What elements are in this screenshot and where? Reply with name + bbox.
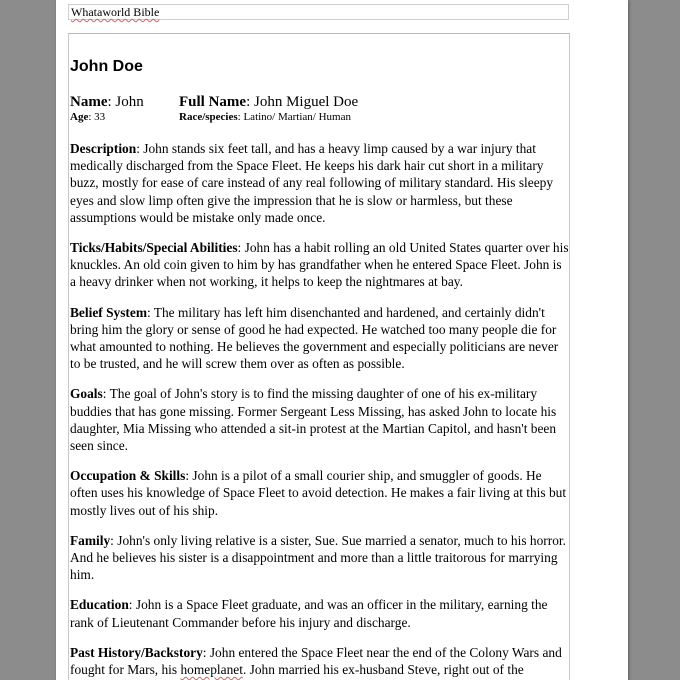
section-text: : The military has left him disenchanted and hardened, and certainly didn't bring him the glory or sense of good he had expected. He watched too many people die for what amounted to nothing. He believes the government and especially politicians are never to be trusted, and he will screw them over as often as possible. bbox=[70, 304, 559, 372]
vertical-scrollbar[interactable] bbox=[670, 0, 680, 680]
section-label: Goals bbox=[70, 386, 103, 402]
race-label: Race/species bbox=[179, 111, 238, 123]
age-field bbox=[70, 111, 179, 124]
full-name-label: Full Name bbox=[179, 94, 247, 110]
section-backstory bbox=[70, 644, 570, 678]
section-label: Past History/Backstory bbox=[70, 644, 203, 660]
section-education bbox=[70, 596, 570, 630]
section-label: Ticks/Habits/Special Abilities bbox=[70, 240, 238, 256]
section-goals bbox=[70, 385, 570, 454]
section-text: : John is a pilot of a small courier ship, and smuggler of goods. He often uses his knowledge of Space Fleet to avoid detection. He makes a fair living at this but mostly lives out of his ship. bbox=[70, 468, 567, 518]
age-value: : 33 bbox=[88, 111, 106, 123]
section-belief-system bbox=[70, 304, 570, 373]
name-field bbox=[70, 94, 179, 111]
section-label: Education bbox=[70, 597, 129, 613]
header-title: Whataworld Bible bbox=[71, 5, 160, 19]
document-content[interactable] bbox=[70, 57, 570, 680]
misspelled-word: homeplanet bbox=[180, 662, 243, 678]
section-text: : John's only living relative is a sister, Sue. Sue married a senator, much to his horror. And he believes his sister is a disappointment and more than a little traitorous for marrying him. bbox=[70, 532, 566, 583]
section-text: : John stands six feet tall, and has a heavy limp caused by a war injury that medically discharged from the Space Fleet. He keeps his dark hair cut short in a military buzz, mostly for ease of care instead of any real following of military standard. His sleepy eyes and slow limp often give the impression that he is slow or harmless, but these assumptions would be mistake only made once. bbox=[70, 141, 554, 225]
full-name-field bbox=[179, 94, 358, 111]
section-label: Family bbox=[70, 532, 111, 548]
section-text: : The goal of John's story is to find the missing daughter of one of his ex-military buddies that has gone missing. Former Sergeant Less Missing, has asked John to locate his daughter, Mia Missing who attended a sit-in protest at the Martian Capitol, and hasn't been seen since. bbox=[70, 386, 557, 454]
section-label: Description bbox=[70, 141, 137, 156]
race-field bbox=[179, 111, 351, 124]
page-header[interactable] bbox=[68, 4, 569, 20]
section-occupation bbox=[70, 467, 570, 519]
section-habits bbox=[70, 239, 570, 291]
full-name-value: : John Miguel Doe bbox=[246, 94, 359, 110]
section-text-after: . John married his ex-husband Steve, right out of the bbox=[242, 662, 524, 678]
section-label: Occupation & Skills bbox=[70, 468, 186, 484]
document-page bbox=[56, 0, 628, 680]
character-name-title: John Doe bbox=[70, 58, 143, 75]
section-text-before: : John entered the Space Fleet near the end of the Colony Wars and fought for Mars, his bbox=[70, 644, 562, 678]
section-label: Belief System bbox=[70, 304, 147, 320]
name-label: Name bbox=[70, 94, 108, 110]
section-family bbox=[70, 532, 570, 584]
name-row bbox=[70, 94, 570, 111]
section-text: : John is a Space Fleet graduate, and was an officer in the military, earning the rank of Lieutenant Commander before his injury and discharge. bbox=[70, 597, 548, 630]
section-description bbox=[70, 140, 570, 226]
age-row bbox=[70, 111, 570, 124]
age-label: Age bbox=[70, 111, 89, 123]
section-text: : John has a habit rolling an old United States quarter over his knuckles. An old coin given to him by has grandfather when he entered Space Fleet. John is a heavy drinker when not working, it helps to keep the nightmares at bay. bbox=[70, 240, 569, 290]
name-value: : John bbox=[107, 94, 144, 110]
race-value: : Latino/ Martian/ Human bbox=[237, 111, 351, 123]
